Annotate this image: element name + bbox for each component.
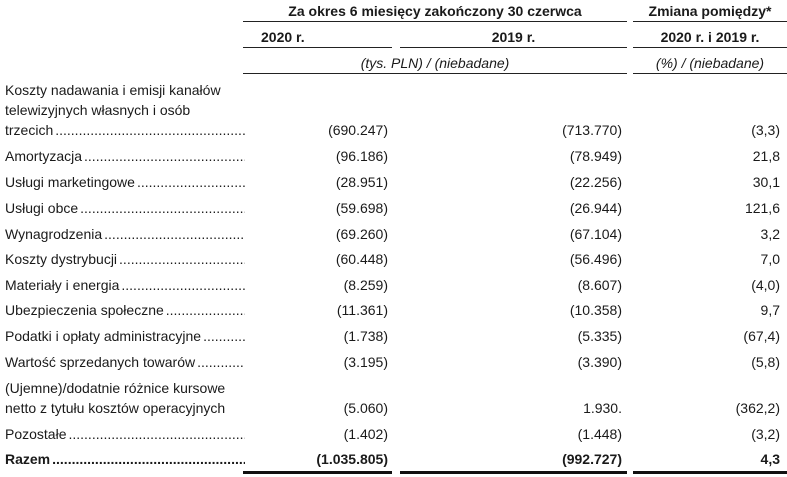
row-label-text: Amortyzacja [5, 148, 83, 164]
value-change: (3,2) [751, 426, 780, 442]
row-label-text: telewizyjnych własnych i osób [5, 102, 191, 118]
col-change-label: 2020 r. i 2019 r. [660, 29, 760, 45]
dot-leader [166, 300, 245, 320]
row-label-text: Wynagrodzenia [5, 226, 103, 242]
value-2019: (3.390) [577, 354, 622, 370]
change-title: Zmiana pomiędzy* [648, 3, 772, 19]
row-label [5, 449, 245, 469]
col-2020-header [243, 27, 392, 48]
col-change-header [633, 27, 787, 48]
row-label-text: Materiały i energia [5, 277, 120, 293]
value-change: (67,4) [743, 328, 780, 344]
row-label-line [5, 100, 245, 120]
unit-change-label: (%) / (niebadane) [655, 55, 765, 71]
row-label-line [5, 275, 245, 295]
dot-leader [52, 449, 245, 469]
row-label-text: netto z tytułu kosztów operacyjnych [5, 400, 226, 416]
row-label-text: Koszty dystrybucji [5, 251, 118, 267]
row-label [5, 275, 245, 295]
dot-leader [55, 120, 245, 140]
row-label-text: Wartość sprzedanych towarów [5, 354, 196, 370]
row-label-line [5, 398, 245, 418]
value-2020: (11.361) [336, 302, 388, 318]
value-2019: (992.727) [562, 451, 622, 467]
dot-leader [203, 326, 245, 346]
value-2019: (5.335) [577, 328, 622, 344]
row-label-line [5, 80, 245, 100]
value-2020: (69.260) [335, 226, 388, 242]
value-2020: (8.259) [343, 277, 388, 293]
value-2020: (3.195) [343, 354, 388, 370]
row-label [5, 378, 245, 418]
row-label [5, 224, 245, 244]
value-2019: (56.496) [569, 251, 622, 267]
value-change: 7,0 [760, 251, 780, 267]
row-label-line [5, 224, 245, 244]
value-2020: (96.186) [335, 148, 388, 164]
value-2020: (1.402) [343, 426, 388, 442]
row-label [5, 249, 245, 269]
row-label [5, 424, 245, 444]
row-label-text: Koszty nadawania i emisji kanałów [5, 82, 221, 98]
row-label-line [5, 378, 245, 398]
row-label-line [5, 120, 245, 140]
row-label-text: trzecich [5, 122, 54, 138]
row-label-text: Usługi marketingowe [5, 174, 135, 190]
row-label-text: Pozostałe [5, 426, 67, 442]
row-label-text: Podatki i opłaty administracyjne [5, 328, 202, 344]
value-2020: (1.738) [343, 328, 388, 344]
total-underline-2020 [243, 471, 392, 474]
row-label [5, 198, 245, 218]
value-change: 121,6 [744, 200, 780, 216]
value-2019: (67.104) [569, 226, 622, 242]
row-label-line [5, 326, 245, 346]
dot-leader [137, 172, 245, 192]
value-change: 3,2 [760, 226, 780, 242]
row-label-line [5, 198, 245, 218]
row-label-line [5, 249, 245, 269]
value-2019: (1.448) [577, 426, 622, 442]
value-2020: (28.951) [335, 174, 388, 190]
value-2020: (690.247) [328, 122, 388, 138]
dot-leader [197, 352, 245, 372]
row-label-line [5, 146, 245, 166]
dot-leader [80, 198, 245, 218]
row-label-line [5, 352, 245, 372]
row-label [5, 352, 245, 372]
total-underline-change [633, 471, 787, 474]
value-2019: (10.358) [569, 302, 622, 318]
row-label-text: Ubezpieczenia społeczne [5, 302, 164, 318]
value-2019: (26.944) [569, 200, 622, 216]
col-2019-header [400, 27, 627, 48]
col-2019-label: 2019 r. [491, 29, 536, 45]
row-label [5, 326, 245, 346]
dot-leader [84, 146, 245, 166]
row-label [5, 80, 245, 140]
change-header [633, 1, 787, 22]
row-label-text: Usługi obce [5, 200, 79, 216]
row-label-text: Razem [5, 451, 51, 467]
value-2020: (60.448) [335, 251, 388, 267]
col-2020-label: 2020 r. [261, 29, 305, 45]
period-title: Za okres 6 miesięcy zakończony 30 czerwca [288, 3, 582, 19]
value-change: (3,3) [751, 122, 780, 138]
value-change: 21,8 [752, 148, 780, 164]
row-label-line [5, 424, 245, 444]
value-change: 4,3 [760, 451, 780, 467]
unit-change [633, 53, 787, 74]
unit-amounts-label: (tys. PLN) / (niebadane) [360, 55, 510, 71]
unit-amounts [243, 53, 627, 74]
row-label-line [5, 300, 245, 320]
dot-leader [121, 275, 245, 295]
value-change: (5,8) [751, 354, 780, 370]
row-label [5, 300, 245, 320]
value-2019: (8.607) [577, 277, 622, 293]
value-change: 9,7 [760, 302, 780, 318]
total-underline-2019 [400, 471, 627, 474]
value-change: 30,1 [752, 174, 780, 190]
value-2020: (59.698) [335, 200, 388, 216]
value-2019: 1.930. [583, 400, 622, 416]
value-change: (4,0) [751, 277, 780, 293]
period-header [243, 1, 627, 22]
value-2019: (713.770) [562, 122, 622, 138]
value-change: (362,2) [735, 400, 780, 416]
row-label-text: (Ujemne)/dodatnie różnice kursowe [5, 380, 226, 396]
row-label [5, 146, 245, 166]
dot-leader [68, 424, 245, 444]
row-label [5, 172, 245, 192]
value-2020: (5.060) [343, 400, 388, 416]
dot-leader [119, 249, 245, 269]
value-2019: (78.949) [569, 148, 622, 164]
value-2019: (22.256) [569, 174, 622, 190]
row-label-line [5, 172, 245, 192]
value-2020: (1.035.805) [316, 451, 388, 467]
dot-leader [104, 224, 245, 244]
row-label-line [5, 449, 245, 469]
